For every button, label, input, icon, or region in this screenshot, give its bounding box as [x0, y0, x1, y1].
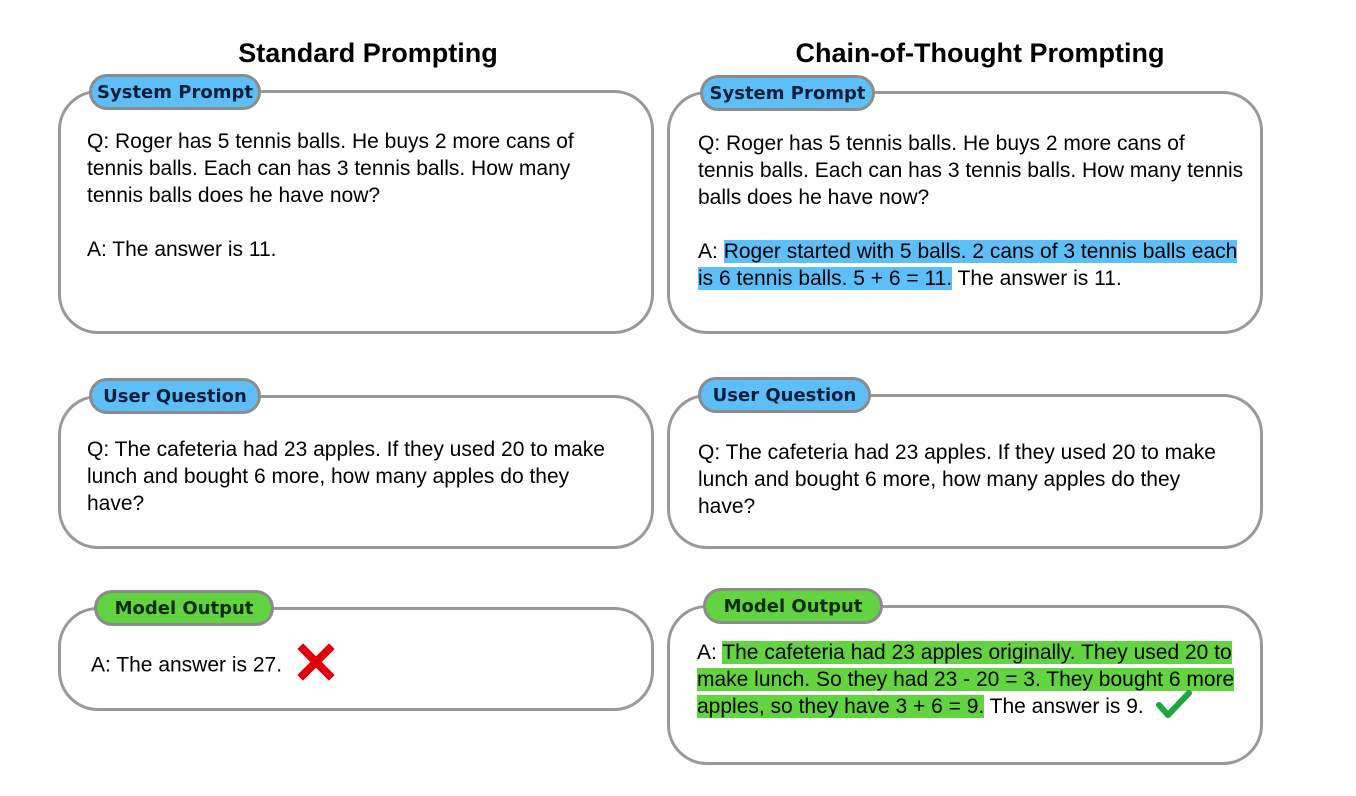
- cot-model-output-tag: Model Output: [703, 588, 883, 624]
- cot-example-question: Q: Roger has 5 tennis balls. He buys 2 more cans of tennis balls. Each can has 3 tennis balls. How many tennis balls does he have now?: [698, 132, 1244, 209]
- cot-user-question-tag: User Question: [698, 377, 871, 413]
- standard-model-output-text: A: The answer is 27.: [91, 653, 283, 677]
- red-cross-icon: [296, 642, 336, 682]
- cot-example-answer: [698, 238, 1244, 292]
- standard-model-output-tag: Model Output: [94, 590, 274, 626]
- cot-example-reasoning-highlight: Roger started with 5 balls. 2 cans of 3 tennis balls each is 6 tennis balls. 5 + 6 = 11.: [698, 240, 1238, 290]
- cot-model-output-box: [667, 605, 1263, 765]
- standard-user-question-tag: User Question: [89, 378, 261, 414]
- standard-example-answer: A: The answer is 11.: [87, 238, 277, 261]
- standard-model-output-content: [91, 650, 631, 682]
- standard-user-question-text: Q: The cafeteria had 23 apples. If they used 20 to make lunch and bought 6 more, how many apples do they have?: [87, 438, 605, 515]
- standard-example-question: Q: Roger has 5 tennis balls. He buys 2 more cans of tennis balls. Each can has 3 tennis balls. How many tennis balls does he have now?: [87, 130, 574, 207]
- cot-user-question-text: Q: The cafeteria had 23 apples. If they used 20 to make lunch and bought 6 more, how many apples do they have?: [698, 441, 1216, 518]
- green-check-icon: [1156, 689, 1192, 719]
- cot-system-prompt-box: [667, 91, 1263, 334]
- cot-model-output-content: [697, 639, 1236, 720]
- cot-system-prompt-content: [698, 130, 1244, 292]
- standard-system-prompt-content: [87, 128, 631, 263]
- standard-user-question-box: [58, 395, 654, 549]
- standard-prompting-title: Standard Prompting: [238, 38, 498, 68]
- cot-system-prompt-tag: System Prompt: [700, 75, 875, 111]
- standard-system-prompt-tag: System Prompt: [89, 74, 261, 110]
- standard-system-prompt-box: [58, 90, 654, 334]
- cot-model-output-reasoning-highlight: The cafeteria had 23 apples originally. They used 20 to make lunch. So they had 23 - 20 = 3. They bought 6 more apples, so they have 3 + 6 = 9.: [697, 641, 1235, 718]
- cot-model-output-suffix: The answer is 9.: [984, 695, 1144, 718]
- cot-prompting-title: Chain-of-Thought Prompting: [795, 38, 1165, 68]
- cot-user-question-box: [667, 394, 1263, 549]
- cot-example-answer-suffix: The answer is 11.: [952, 267, 1122, 290]
- cot-example-answer-prefix: A:: [698, 240, 724, 263]
- cot-model-output-prefix: A:: [697, 641, 723, 664]
